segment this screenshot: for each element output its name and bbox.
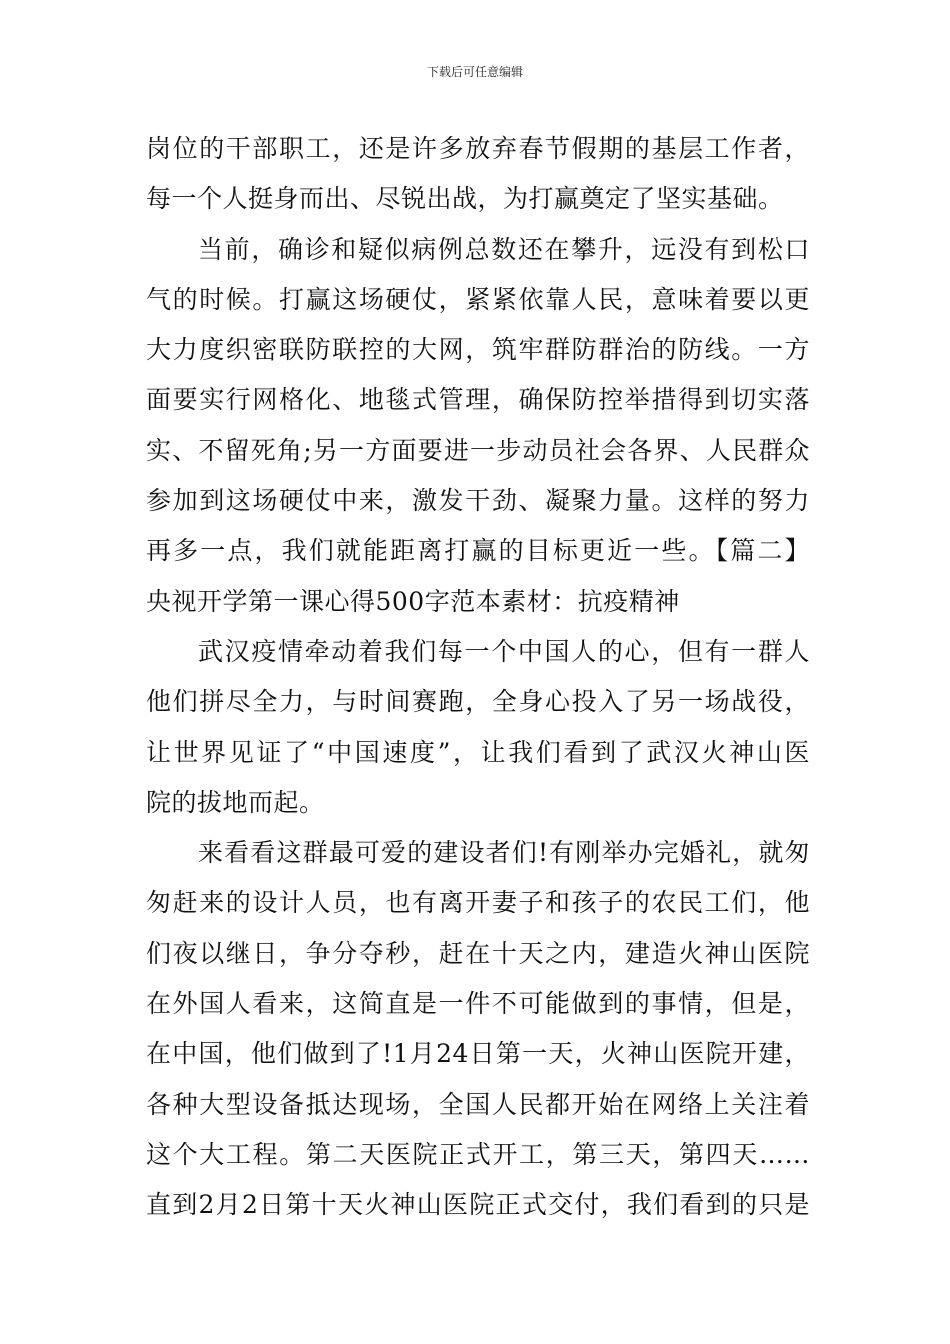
text-line: 让世界见证了“中国速度”，让我们看到了武汉火神山医 xyxy=(146,737,810,767)
text-line: 院的拔地而起。 xyxy=(146,787,325,817)
text-line: 实、不留死角;另一方面要进一步动员社会各界、人民群众 xyxy=(146,435,810,465)
text-line: 气的时候。打赢这场硬仗，紧紧依靠人民，意味着要以更 xyxy=(146,284,810,314)
text-line: 们夜以继日，争分夺秒，赶在十天之内，建造火神山医院 xyxy=(146,938,810,968)
text-line: 直到2月2日第十天火神山医院正式交付，我们看到的只是 xyxy=(146,1190,810,1220)
text-line: 面要实行网格化、地毯式管理，确保防控举措得到切实落 xyxy=(146,385,810,415)
text-line: 岗位的干部职工，还是许多放弃春节假期的基层工作者， xyxy=(146,134,810,163)
text-line: 他们拼尽全力，与时间赛跑，全身心投入了另一场战役， xyxy=(146,687,810,717)
text-line: 在外国人看来，这简直是一件不可能做到的事情，但是， xyxy=(146,989,810,1019)
text-line: 在中国，他们做到了!1月24日第一天，火神山医院开建， xyxy=(146,1039,810,1069)
text-line: 来看看这群最可爱的建设者们!有刚举办完婚礼，就匆 xyxy=(198,838,810,868)
text-line: 匆赶来的设计人员，也有离开妻子和孩子的农民工们，他 xyxy=(146,888,810,918)
section-title-line: 央视开学第一课心得500字范本素材：抗疫精神 xyxy=(146,586,680,616)
text-line: 参加到这场硬仗中来，激发干劲、凝聚力量。这样的努力 xyxy=(146,486,810,516)
text-line: 武汉疫情牵动着我们每一个中国人的心，但有一群人 xyxy=(198,636,810,666)
text-line: 这个大工程。第二天医院正式开工，第三天，第四天…… xyxy=(146,1139,810,1169)
text-line: 各种大型设备抵达现场，全国人民都开始在网络上关注着 xyxy=(146,1089,810,1119)
page-header: 下载后可任意编辑 xyxy=(426,65,523,79)
text-line: 当前，确诊和疑似病例总数还在攀升，远没有到松口 xyxy=(198,234,810,264)
text-line: 再多一点，我们就能距离打赢的目标更近一些。【篇二】 xyxy=(146,536,810,566)
text-line: 大力度织密联防联控的大网，筑牢群防群治的防线。一方 xyxy=(146,335,810,365)
document-body xyxy=(146,124,810,1231)
text-line: 每一个人挺身而出、尽锐出战，为打赢奠定了坚实基础。 xyxy=(146,184,784,214)
